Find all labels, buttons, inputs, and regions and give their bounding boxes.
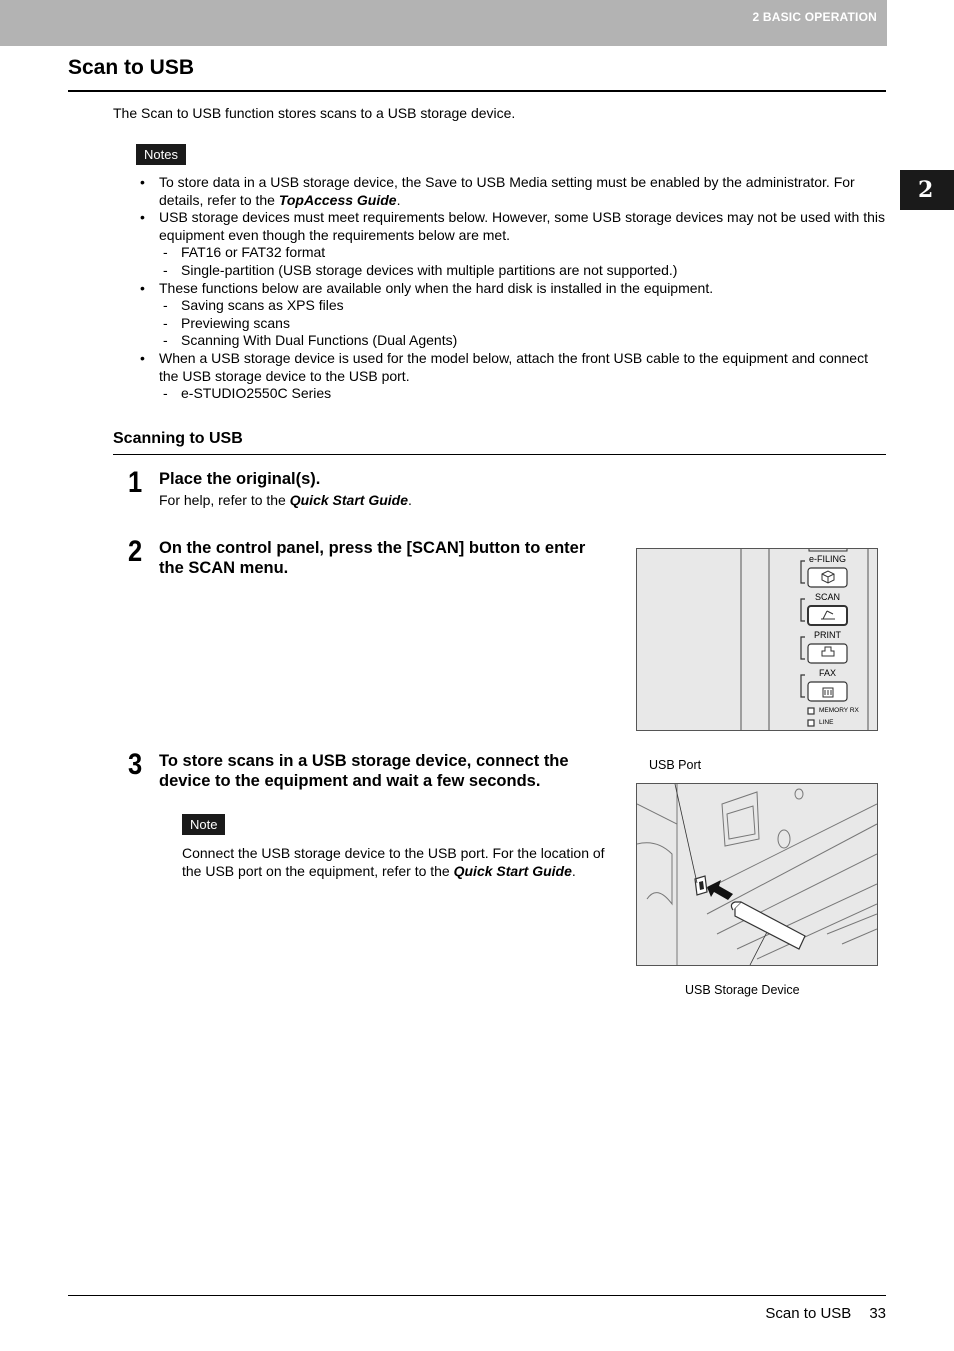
control-panel-figure: [636, 548, 878, 731]
note-subitem: - Previewing scans: [136, 315, 886, 333]
page-number: 33: [869, 1305, 886, 1322]
usb-port-caption: USB Port: [649, 758, 702, 772]
usb-figure: [636, 783, 878, 966]
panel-label-memory-rx: MEMORY RX: [819, 707, 859, 714]
panel-label-fax: FAX: [819, 668, 837, 678]
panel-label-line: LINE: [819, 719, 834, 726]
note-subitem: - e-STUDIO2550C Series: [136, 385, 886, 403]
usb-device-caption: USB Storage Device: [685, 983, 800, 997]
quick-start-guide-ref[interactable]: Quick Start Guide: [289, 492, 408, 508]
section-rule: [113, 454, 886, 455]
panel-label-print: PRINT: [814, 630, 841, 640]
step-2-title: On the control panel, press the [SCAN] button to enter the SCAN menu.: [159, 539, 586, 577]
quick-start-guide-ref[interactable]: Quick Start Guide: [453, 862, 572, 879]
note-subitem: - FAT16 or FAT32 format: [136, 244, 886, 262]
note-item: • To store data in a USB storage device, the Save to USB Media setting must be enabled by the administrator. For details, refer to the TopAccess Guide.: [136, 174, 886, 209]
step-1-title: Place the original(s).: [159, 470, 321, 488]
intro-text: The Scan to USB function stores scans to a USB storage device.: [113, 105, 516, 121]
note-subitem: - Scanning With Dual Functions (Dual Agents): [136, 332, 886, 350]
header-bar: [0, 0, 887, 46]
usb-drawing: [637, 784, 877, 965]
step-3-number: 3: [128, 748, 143, 781]
note-tag: Note: [182, 814, 225, 835]
notes-tag: Notes: [136, 144, 186, 165]
section-title: Scanning to USB: [113, 430, 243, 447]
footer-title: Scan to USB: [765, 1305, 852, 1322]
note-item: • These functions below are available only when the hard disk is installed in the equipment.: [136, 280, 886, 298]
panel-label-efiling: e-FILING: [809, 554, 847, 564]
title-rule: [68, 90, 886, 92]
footer: [765, 1305, 886, 1322]
topaccess-guide-ref[interactable]: TopAccess Guide: [278, 191, 397, 208]
note-item: • USB storage devices must meet requirements below. However, some USB storage devices may not be used with this equipment even though the requirements below are met.: [136, 209, 886, 244]
control-panel-drawing: [637, 549, 877, 730]
step-3-title: To store scans in a USB storage device, connect the device to the equipment and wait a few seconds.: [159, 752, 569, 790]
note-subitem: - Single-partition (USB storage devices with multiple partitions are not supported.): [136, 262, 886, 280]
step-2-number: 2: [128, 535, 143, 568]
note-subitem: - Saving scans as XPS files: [136, 297, 886, 315]
chapter-tab[interactable]: 2: [900, 170, 954, 210]
chapter-label: 2 BASIC OPERATION: [752, 10, 877, 24]
note-item: • When a USB storage device is used for the model below, attach the front USB cable to the equipment and connect the USB storage device to the USB port.: [136, 350, 886, 385]
step-1-number: 1: [128, 466, 143, 499]
step-3-note: Connect the USB storage device to the USB port. For the location of the USB port on the equipment, refer to the Quick Start Guide.: [182, 845, 605, 879]
page-title: Scan to USB: [68, 56, 195, 79]
panel-label-scan: SCAN: [815, 592, 841, 602]
step-1-body: For help, refer to the Quick Start Guide.: [159, 492, 412, 508]
footer-rule: [68, 1295, 886, 1296]
notes-list: [136, 174, 886, 403]
